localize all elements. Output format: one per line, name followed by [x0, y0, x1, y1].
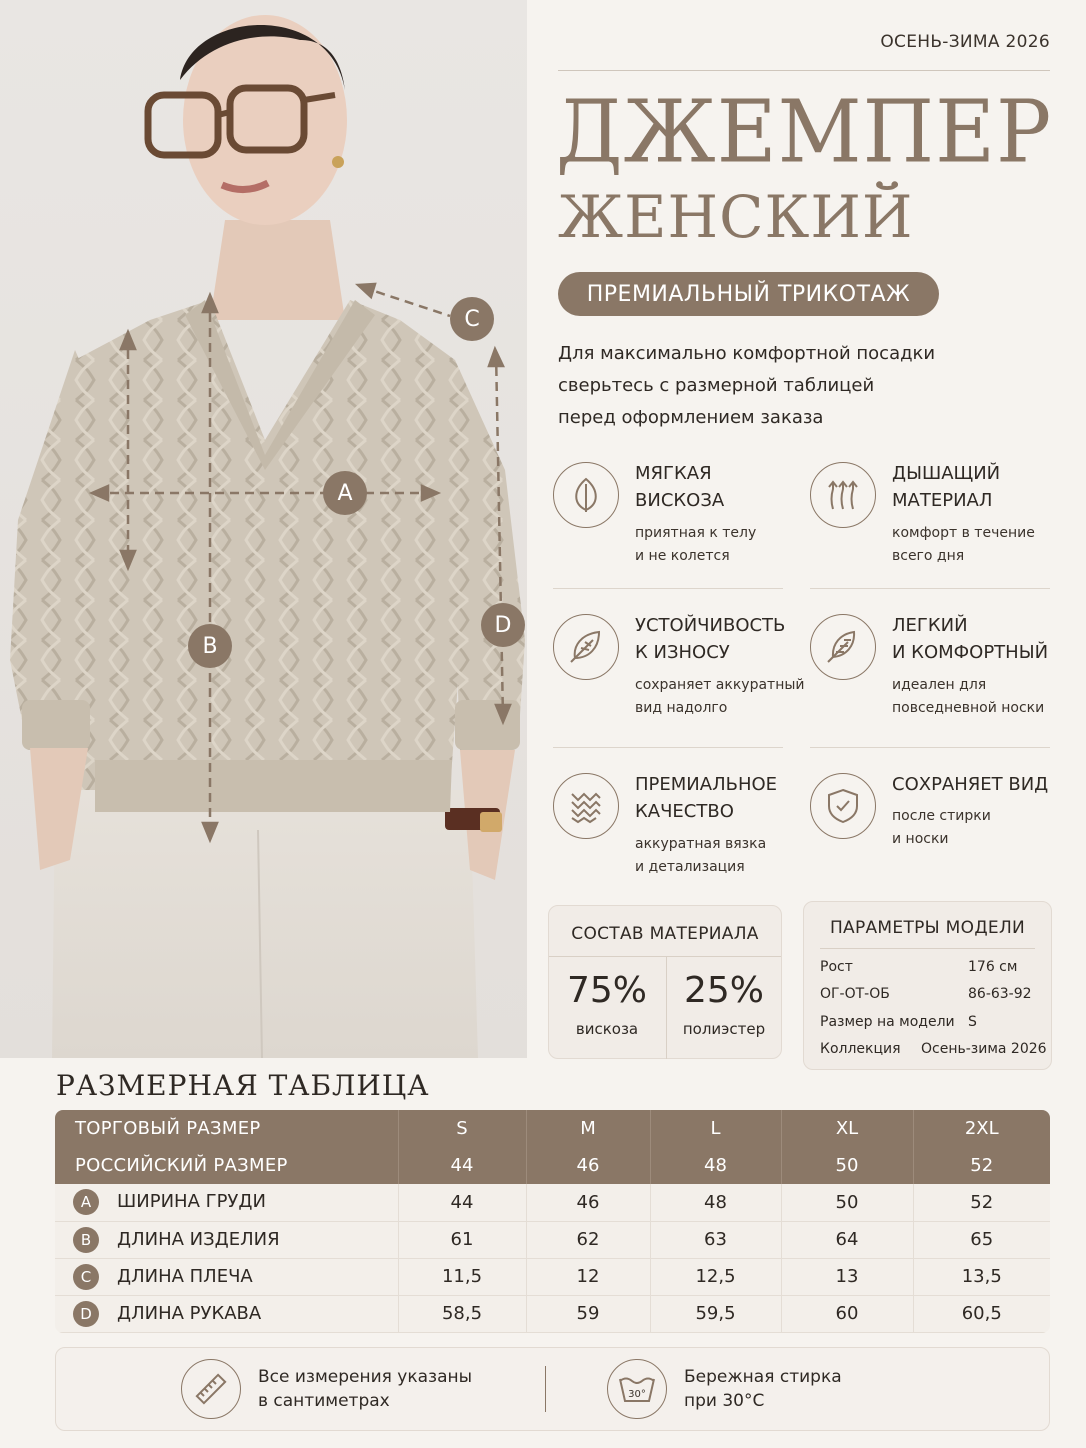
table-cell: 59,5 — [650, 1295, 781, 1332]
table-row — [55, 1295, 1050, 1332]
table-header-label: ТОРГОВЫЙ РАЗМЕР — [55, 1110, 398, 1147]
leaf-durable-icon — [553, 614, 619, 680]
photo-label-b: B — [188, 624, 232, 668]
material-card — [548, 905, 782, 1059]
divider — [558, 70, 1050, 71]
feature-desc: всего дня — [892, 548, 965, 564]
feature-title: МАТЕРИАЛ — [892, 490, 993, 511]
table-row — [55, 1184, 1050, 1221]
row-label-text: ДЛИНА ИЗДЕЛИЯ — [117, 1228, 280, 1250]
model-row-value: Осень-зима 2026 — [921, 1041, 1047, 1057]
table-row-label — [55, 1258, 398, 1295]
photo-label-a: A — [323, 471, 367, 515]
row-label-text: ДЛИНА ПЛЕЧА — [117, 1265, 253, 1287]
table-cell: M — [526, 1110, 650, 1147]
ruler-icon — [181, 1359, 241, 1419]
divider — [553, 588, 783, 589]
shield-check-icon — [810, 773, 876, 839]
feather-icon — [810, 614, 876, 680]
row-label-text: ШИРИНА ГРУДИ — [117, 1191, 266, 1213]
measure-note-line: в сантиметрах — [258, 1391, 390, 1411]
feature-desc: повседневной носки — [892, 700, 1045, 716]
measure-note — [258, 1365, 472, 1413]
feature-desc: аккуратная вязка — [635, 836, 767, 852]
row-letter-badge: D — [73, 1301, 99, 1327]
wash-note-line: при 30°С — [684, 1391, 765, 1411]
table-cell: 2XL — [913, 1110, 1050, 1147]
table-header-label: РОССИЙСКИЙ РАЗМЕР — [55, 1147, 398, 1184]
feature-desc: и не колется — [635, 548, 730, 564]
wash-note — [684, 1365, 842, 1413]
feature-title: МЯГКАЯ — [635, 463, 712, 484]
table-cell: 64 — [781, 1221, 913, 1258]
intro-line: перед оформлением заказа — [558, 407, 824, 428]
table-cell: 46 — [526, 1147, 650, 1184]
feature-title: ДЫШАЩИЙ — [892, 463, 1001, 484]
size-table — [55, 1110, 1050, 1333]
feature-desc: и детализация — [635, 859, 745, 875]
feature-desc: после стирки — [892, 808, 991, 824]
material-viscose-label: вискоза — [575, 1020, 639, 1038]
divider — [810, 747, 1050, 748]
table-cell: 52 — [913, 1184, 1050, 1221]
divider — [810, 588, 1050, 589]
season-label: ОСЕНЬ-ЗИМА 2026 — [880, 32, 1050, 52]
table-row-label — [55, 1295, 398, 1332]
feature-title: К ИЗНОСУ — [635, 642, 730, 663]
leaf-icon — [553, 462, 619, 528]
feature-desc: комфорт в течение — [892, 525, 1035, 541]
table-cell: L — [650, 1110, 781, 1147]
material-polyester-label: полиэстер — [682, 1020, 766, 1038]
intro-text — [558, 338, 978, 434]
table-cell: 50 — [781, 1184, 913, 1221]
model-params-card — [803, 901, 1052, 1070]
model-row-label: Коллекция — [820, 1041, 901, 1057]
table-cell: 46 — [526, 1184, 650, 1221]
feature-desc: и носки — [892, 831, 949, 847]
table-cell: 13,5 — [913, 1258, 1050, 1295]
model-row-label: Размер на модели — [820, 1014, 955, 1030]
table-cell: 44 — [398, 1147, 526, 1184]
feature-desc: приятная к телу — [635, 525, 757, 541]
table-cell: 61 — [398, 1221, 526, 1258]
wash-note-line: Бережная стирка — [684, 1367, 842, 1387]
table-cell: 58,5 — [398, 1295, 526, 1332]
table-cell: 59 — [526, 1295, 650, 1332]
divider — [545, 1366, 546, 1412]
model-row-value: 176 см — [968, 959, 1018, 975]
wash-temp-text: 30° — [628, 1389, 646, 1400]
model-row-label: ОГ-ОТ-ОБ — [820, 986, 890, 1002]
product-title-line1: ДЖЕМПЕР — [556, 82, 1053, 183]
table-cell: 48 — [650, 1184, 781, 1221]
divider — [553, 747, 783, 748]
feature-desc: вид надолго — [635, 700, 728, 716]
photo-label-c: C — [450, 297, 494, 341]
model-params-title: ПАРАМЕТРЫ МОДЕЛИ — [829, 918, 1026, 938]
intro-line: сверьтесь с размерной таблицей — [558, 375, 875, 396]
feature-title: ПРЕМИАЛЬНОЕ — [635, 774, 778, 795]
measure-note-line: Все измерения указаны — [258, 1367, 473, 1387]
info-footer — [55, 1347, 1050, 1431]
size-table-title: РАЗМЕРНАЯ ТАБЛИЦА — [56, 1069, 430, 1102]
breathable-arrows-icon — [810, 462, 876, 528]
material-polyester-value: 25% — [683, 970, 764, 1011]
table-row — [55, 1221, 1050, 1258]
table-header-row — [55, 1147, 1050, 1184]
model-row-value: S — [968, 1014, 977, 1030]
table-cell: 11,5 — [398, 1258, 526, 1295]
table-row-label — [55, 1221, 398, 1258]
material-viscose-value: 75% — [566, 970, 647, 1011]
feature-desc: идеален для — [892, 677, 987, 693]
table-cell: 52 — [913, 1147, 1050, 1184]
divider — [549, 956, 781, 957]
table-cell: 63 — [650, 1221, 781, 1258]
table-cell: 65 — [913, 1221, 1050, 1258]
product-title-line2: ЖЕНСКИЙ — [558, 183, 914, 251]
wash-30-icon — [607, 1359, 667, 1419]
row-label-text: ДЛИНА РУКАВА — [117, 1302, 262, 1324]
knit-pattern-icon — [553, 773, 619, 839]
premium-badge: ПРЕМИАЛЬНЫЙ ТРИКОТАЖ — [558, 272, 939, 316]
feature-title: УСТОЙЧИВОСТЬ — [635, 615, 786, 636]
photo-label-d: D — [481, 603, 525, 647]
feature-title: ЛЕГКИЙ — [892, 615, 968, 636]
model-illustration — [0, 0, 527, 1058]
table-cell: 62 — [526, 1221, 650, 1258]
feature-title: ВИСКОЗА — [635, 490, 725, 511]
table-cell: 60,5 — [913, 1295, 1050, 1332]
table-cell: 13 — [781, 1258, 913, 1295]
feature-title: И КОМФОРТНЫЙ — [892, 642, 1049, 663]
table-cell: 48 — [650, 1147, 781, 1184]
row-letter-badge: B — [73, 1227, 99, 1253]
feature-title: КАЧЕСТВО — [635, 801, 734, 822]
row-letter-badge: C — [73, 1264, 99, 1290]
table-cell: 50 — [781, 1147, 913, 1184]
table-cell: 44 — [398, 1184, 526, 1221]
table-cell: S — [398, 1110, 526, 1147]
feature-title: СОХРАНЯЕТ ВИД — [892, 774, 1049, 795]
table-cell: 12,5 — [650, 1258, 781, 1295]
table-header-row — [55, 1110, 1050, 1147]
divider — [820, 948, 1035, 949]
table-cell: 12 — [526, 1258, 650, 1295]
material-title: СОСТАВ МАТЕРИАЛА — [571, 924, 759, 944]
model-row-label: Рост — [820, 959, 853, 975]
model-row-value: 86-63-92 — [968, 986, 1032, 1002]
intro-line: Для максимально комфортной посадки — [558, 343, 936, 364]
table-cell: XL — [781, 1110, 913, 1147]
row-letter-badge: A — [73, 1189, 99, 1215]
table-row — [55, 1258, 1050, 1295]
table-cell: 60 — [781, 1295, 913, 1332]
product-photo — [0, 0, 527, 1058]
feature-desc: сохраняет аккуратный — [635, 677, 805, 693]
table-row-label — [55, 1184, 398, 1221]
